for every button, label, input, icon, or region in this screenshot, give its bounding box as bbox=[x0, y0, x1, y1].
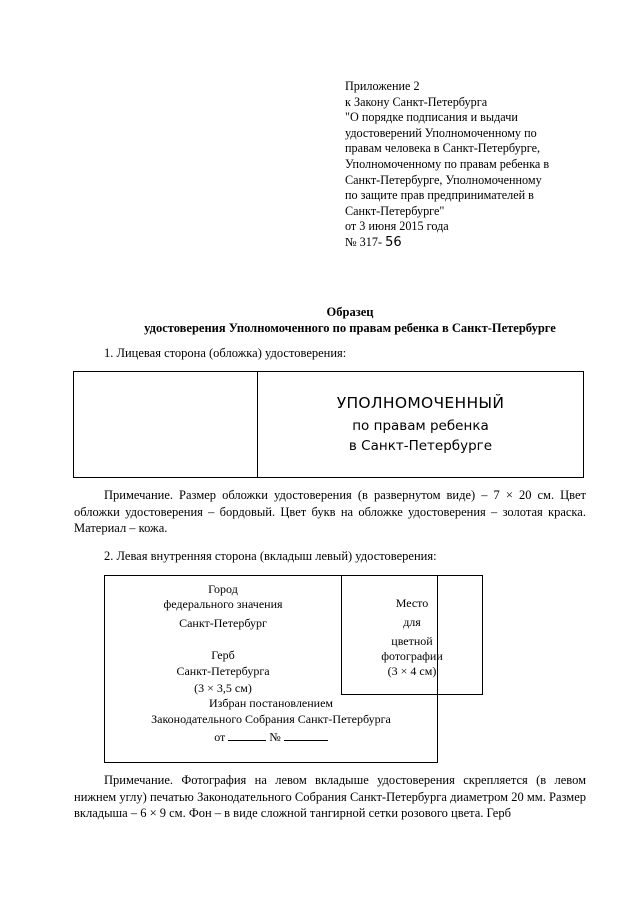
appendix-line: Санкт-Петербурге, Уполномоченному bbox=[345, 172, 542, 187]
number-label: № bbox=[269, 730, 281, 744]
note-insert: Примечание. Фотография на левом вкладыше удостоверения скрепляется (в левом нижнем углу) печатью Законодательного Собрания Санкт-Петербурга диаметром 20 мм. Размер вкладыша – 6 × 9 см. Фон – в виде сложной тангирной сетки розового цвета. Герб bbox=[74, 773, 586, 821]
appendix-line: к Закону Санкт-Петербурга bbox=[345, 94, 488, 109]
coat-line: Герб bbox=[211, 648, 235, 662]
photo-line: для bbox=[403, 615, 421, 629]
appendix-line: Уполномоченному по правам ребенка в bbox=[345, 156, 550, 171]
note-cover: Примечание. Размер обложки удостоверения (в развернутом виде) – 7 × 20 см. Цвет обложки удостоверения – бордовый. Цвет букв на обложке удостоверения – золотая краска. Материал – кожа. bbox=[74, 488, 586, 536]
cover-sample-box bbox=[73, 371, 584, 478]
cover-title: УПОЛНОМОЧЕННЫЙ bbox=[336, 394, 505, 412]
city-line: Город bbox=[208, 582, 238, 596]
photo-line: цветной bbox=[391, 634, 433, 648]
number-blank bbox=[284, 729, 328, 741]
section2-label: 2. Левая внутренняя сторона (вкладыш левый) удостоверения: bbox=[104, 549, 437, 563]
coat-line: (3 × 3,5 см) bbox=[194, 681, 252, 695]
coat-line: Санкт-Петербурга bbox=[176, 664, 270, 678]
section1-label: 1. Лицевая сторона (обложка) удостоверения: bbox=[104, 346, 347, 360]
photo-line: (3 × 4 см) bbox=[387, 664, 437, 678]
date-blank bbox=[228, 729, 266, 741]
appendix-line: Санкт-Петербурге" bbox=[345, 203, 445, 218]
photo-line: фотографии bbox=[381, 649, 443, 663]
city-line: федерального значения bbox=[163, 597, 283, 611]
appendix-line: Приложение 2 bbox=[345, 79, 420, 93]
cover-text-block bbox=[258, 394, 583, 454]
date-number-line bbox=[105, 729, 437, 746]
elected-line: Избран постановлением bbox=[208, 696, 334, 710]
from-label: от bbox=[214, 730, 226, 744]
heading-title: Образец bbox=[326, 305, 374, 319]
law-number-suffix: 56 bbox=[385, 234, 402, 250]
elected-line: Законодательного Собрания Санкт-Петербурга bbox=[151, 712, 391, 726]
appendix-line: от 3 июня 2015 года bbox=[345, 219, 449, 234]
photo-placeholder bbox=[341, 575, 483, 695]
cover-line: по правам ребенка bbox=[352, 418, 489, 434]
insert-sample-box bbox=[104, 575, 443, 763]
cover-line: в Санкт-Петербурге bbox=[348, 438, 493, 454]
photo-line: Место bbox=[395, 596, 429, 610]
appendix-line: по защите прав предпринимателей в bbox=[345, 188, 534, 203]
heading-subtitle: удостоверения Уполномоченного по правам ребенка в Санкт-Петербурге bbox=[144, 321, 556, 335]
appendix-line: правам человека в Санкт-Петербурге, bbox=[345, 141, 541, 156]
city-line: Санкт-Петербург bbox=[179, 616, 267, 630]
appendix-line: удостоверений Уполномоченному по bbox=[345, 125, 537, 140]
law-number-prefix: № 317- bbox=[345, 234, 383, 249]
appendix-header bbox=[345, 79, 605, 251]
appendix-line: "О порядке подписания и выдачи bbox=[345, 110, 518, 125]
law-number bbox=[345, 235, 605, 251]
